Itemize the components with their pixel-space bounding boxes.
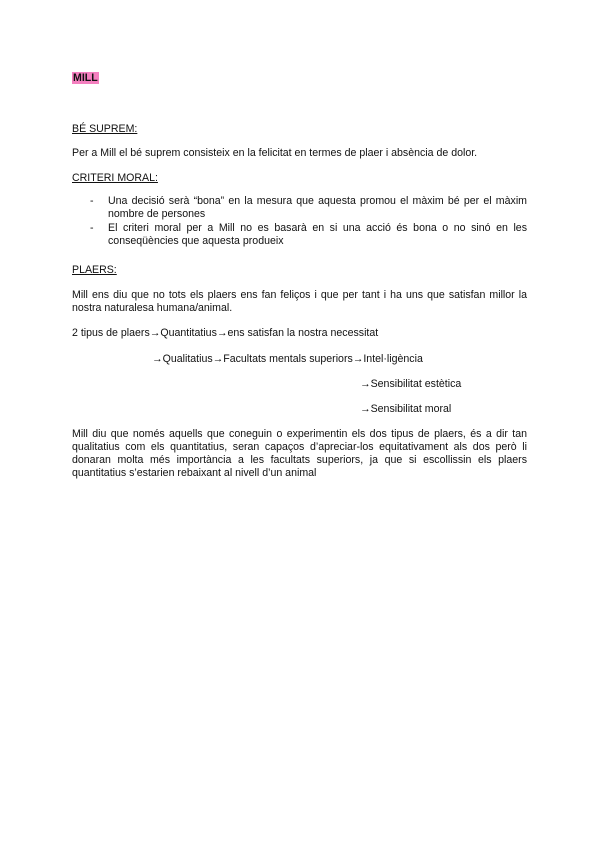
list-item	[72, 222, 527, 248]
paragraph-be-suprem: Per a Mill el bé suprem consisteix en la felicitat en termes de plaer i absència de dolor.	[72, 147, 478, 159]
qualitative-line: →Qualitatius→Facultats mentals superiors→Intel·ligència	[152, 353, 423, 365]
heading-plaers: PLAERS:	[72, 264, 117, 276]
document-title	[72, 72, 99, 85]
sensibilitat-estetica-line: →Sensibilitat estètica	[360, 378, 462, 390]
list-item-text: Una decisió serà “bona” en la mesura que aquesta promou el màxim bé per el màxim nombre de persones	[108, 195, 527, 220]
bullet-dash: -	[90, 222, 94, 234]
paragraph-plaers-intro: Mill ens diu que no tots els plaers ens fan feliços i que per tant i ha uns que satisfan millor la nostra naturalesa humana/animal.	[72, 289, 527, 314]
bullet-dash: -	[90, 195, 94, 207]
types-line: 2 tipus de plaers→Quantitatius→ens satisfan la nostra necessitat	[72, 327, 379, 339]
heading-be-suprem: BÉ SUPREM:	[72, 123, 138, 135]
title-highlight: MILL	[73, 72, 98, 84]
criteri-list	[72, 195, 527, 249]
paragraph-conclusion: Mill diu que només aquells que coneguin o experimentin els dos tipus de plaers, és a dir tan qualitatius com els quantitatius, seran capaços d’apreciar-los equitativament als dos però li donaran molta més importància a les facultats superiors, ja que si escollissin els plaers quantitatius s’estarien rebaixant al nivell d’un animal	[72, 428, 527, 479]
list-item	[72, 195, 527, 221]
sensibilitat-moral-line: →Sensibilitat moral	[360, 403, 452, 415]
heading-criteri-moral: CRITERI MORAL:	[72, 172, 158, 184]
list-item-text: El criteri moral per a Mill no es basarà en si una acció és bona o no sinó en les conseqüències que aquesta produeix	[108, 222, 527, 247]
